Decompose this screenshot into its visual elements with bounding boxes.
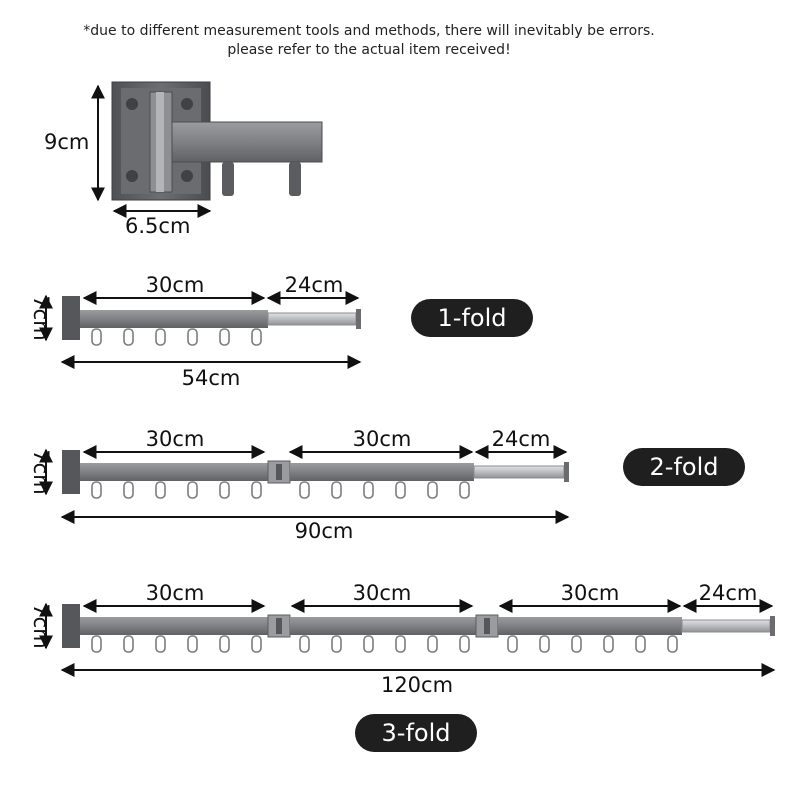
disclaimer-line-1: *due to different measurement tools and methods, there will inevitably be errors. (83, 23, 655, 39)
hook-row (92, 329, 261, 345)
hanger-hook (364, 482, 373, 498)
fold3-height-label: 7cm (29, 603, 53, 649)
hook-row (92, 636, 677, 652)
fold-badge-1: 1-fold (411, 299, 533, 337)
hanger-hook (188, 482, 197, 498)
bracket-width-label: 6.5cm (125, 214, 191, 238)
fold3-total-label: 120cm (380, 673, 454, 697)
rack-1-fold (62, 296, 361, 345)
hanger-hook (364, 636, 373, 652)
hanger-hook (92, 636, 101, 652)
hanger-hook (396, 482, 405, 498)
hanger-hook (220, 482, 229, 498)
hanger-hook (572, 636, 581, 652)
fold2-total-label: 90cm (294, 519, 354, 543)
fold3-seg4-label: 24cm (698, 581, 758, 605)
hanger-hook (252, 482, 261, 498)
fold3-seg2-label: 30cm (352, 581, 412, 605)
hanger-hook (124, 636, 133, 652)
fold2-seg1-label: 30cm (145, 427, 205, 451)
hanger-hook (124, 329, 133, 345)
fold-badge-2: 2-fold (623, 448, 745, 486)
rack-3-fold (62, 604, 775, 652)
hanger-hook (300, 482, 309, 498)
hanger-hook (92, 329, 101, 345)
fold2-seg2-label: 30cm (352, 427, 412, 451)
bracket-height-label: 9cm (44, 130, 90, 154)
hanger-hook (188, 636, 197, 652)
fold1-total-label: 54cm (181, 366, 241, 390)
hanger-hook (156, 636, 165, 652)
hanger-hook (332, 482, 341, 498)
hanger-hook (332, 636, 341, 652)
fold2-height-label: 7cm (29, 449, 53, 495)
hook-row (92, 482, 469, 498)
hanger-hook (156, 329, 165, 345)
disclaimer-line-2: please refer to the actual item received! (227, 42, 511, 58)
wall-bracket-illustration (112, 82, 322, 200)
hanger-hook (508, 636, 517, 652)
hanger-hook (668, 636, 677, 652)
hanger-hook (124, 482, 133, 498)
hanger-hook (156, 482, 165, 498)
hanger-hook (540, 636, 549, 652)
hanger-hook (396, 636, 405, 652)
fold-badge-3: 3-fold (355, 714, 477, 752)
fold1-seg2-label: 24cm (284, 273, 344, 297)
fold1-height-label: 7cm (29, 295, 53, 341)
hanger-hook (220, 636, 229, 652)
hanger-hook (636, 636, 645, 652)
fold3-seg1-label: 30cm (145, 581, 205, 605)
hanger-hook (92, 482, 101, 498)
hanger-hook (252, 329, 261, 345)
hanger-hook (428, 482, 437, 498)
hanger-hook (252, 636, 261, 652)
hanger-hook (188, 329, 197, 345)
fold1-seg1-label: 30cm (145, 273, 205, 297)
rack-2-fold (62, 450, 569, 498)
fold2-seg3-label: 24cm (491, 427, 551, 451)
hanger-hook (428, 636, 437, 652)
hanger-hook (300, 636, 309, 652)
hanger-hook (460, 636, 469, 652)
hanger-hook (604, 636, 613, 652)
fold3-seg3-label: 30cm (560, 581, 620, 605)
hanger-hook (220, 329, 229, 345)
hanger-hook (460, 482, 469, 498)
